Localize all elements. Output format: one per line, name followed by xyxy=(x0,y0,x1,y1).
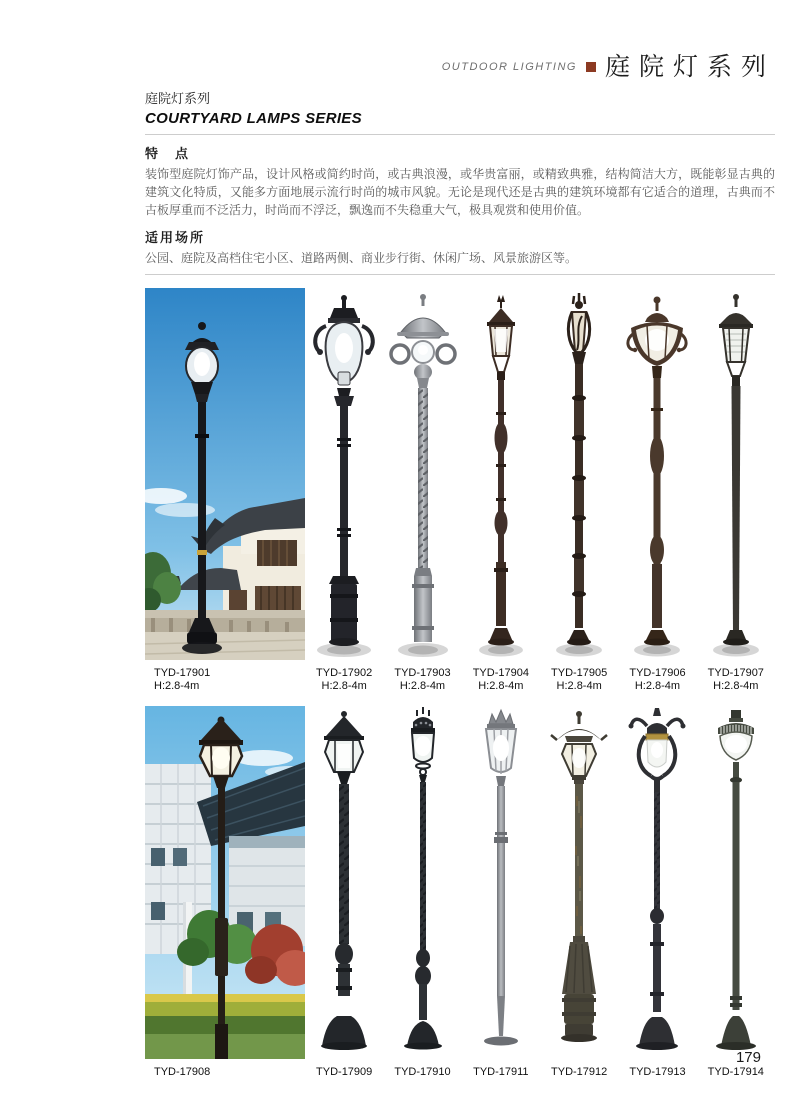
product-label xyxy=(394,1066,450,1079)
product-label xyxy=(394,667,450,693)
product-code: TYD-17903 xyxy=(394,667,451,679)
content-column xyxy=(145,88,775,1079)
product-height: H:2.8-4m xyxy=(713,680,759,692)
product-label xyxy=(629,1066,685,1079)
product-code: TYD-17914 xyxy=(707,1066,764,1078)
product-code: TYD-17913 xyxy=(629,1066,686,1078)
product-label xyxy=(708,667,764,693)
divider xyxy=(145,274,775,275)
lamp-illustration xyxy=(383,288,463,660)
series-title-en: COURTYARD LAMPS SERIES xyxy=(145,110,362,127)
lamp-illustration xyxy=(617,288,697,660)
product-label xyxy=(145,1066,305,1079)
product-item xyxy=(145,706,305,1079)
product-label xyxy=(551,1066,607,1079)
lamp-illustration xyxy=(461,706,541,1059)
usage-body: 公园、庭院及高档住宅小区、道路两侧、商业步行街、休闲广场、风景旅游区等。 xyxy=(145,251,578,265)
product-label xyxy=(473,1066,528,1079)
series-title-cn: 庭院灯系列 xyxy=(145,91,211,106)
product-row-1 xyxy=(145,288,775,693)
product-height: H:2.8-4m xyxy=(634,680,681,692)
product-item xyxy=(618,288,696,693)
lamp-photo xyxy=(145,288,305,660)
product-code: TYD-17902 xyxy=(316,667,373,679)
product-code: TYD-17905 xyxy=(551,667,608,679)
lamp-illustration xyxy=(304,288,384,660)
lamp-photo xyxy=(145,706,305,1059)
product-code: TYD-17901 xyxy=(154,667,211,679)
product-item xyxy=(462,706,540,1079)
usage-heading: 适用场所 xyxy=(145,230,206,245)
features-heading: 特 点 xyxy=(145,146,191,161)
product-item xyxy=(305,706,383,1079)
divider xyxy=(145,134,775,135)
product-item xyxy=(697,706,775,1079)
product-height: H:2.8-4m xyxy=(154,680,200,692)
product-code: TYD-17909 xyxy=(316,1066,373,1078)
product-code: TYD-17906 xyxy=(629,667,686,679)
product-label xyxy=(316,667,372,693)
lamp-illustration xyxy=(383,706,463,1059)
product-item xyxy=(540,706,618,1079)
page-number: 179 xyxy=(735,1049,761,1066)
page-title: 庭院灯系列 xyxy=(604,52,775,81)
lamp-illustration xyxy=(696,288,776,660)
lamp-illustration xyxy=(539,288,619,660)
brand-text: OUTDOOR LIGHTING xyxy=(441,60,577,73)
product-height: H:2.8-4m xyxy=(478,680,524,692)
product-label xyxy=(629,667,685,693)
product-item xyxy=(383,288,461,693)
product-item xyxy=(697,288,775,693)
lamp-illustration xyxy=(304,706,384,1059)
product-row-2 xyxy=(145,706,775,1079)
lamp-illustration xyxy=(696,706,776,1059)
product-height: H:2.8-4m xyxy=(399,680,446,692)
product-code: TYD-17908 xyxy=(154,1066,211,1078)
product-code: TYD-17911 xyxy=(473,1066,529,1078)
product-height: H:2.8-4m xyxy=(556,680,602,692)
product-item xyxy=(618,706,696,1079)
product-item xyxy=(540,288,618,693)
accent-square-icon xyxy=(586,62,596,72)
product-code: TYD-17910 xyxy=(394,1066,451,1078)
product-item xyxy=(305,288,383,693)
lamp-illustration xyxy=(539,706,619,1059)
lamp-illustration xyxy=(461,288,541,660)
page-header xyxy=(145,54,775,79)
product-label xyxy=(551,667,607,693)
features-body: 装饰型庭院灯饰产品，设计风格或简约时尚，或古典浪漫，或华贵富丽，或精致典雅，结构简洁大方，既能彰显古典的建筑文化特质，又能多方面地展示流行时尚的城市风貌。无论是现代还是古典的建筑环境都有它适合的道理，古典而不古板厚重而不泛活力，时尚而不浮泛，飘逸而不失稳重大气，极具观赏和使用价值。 xyxy=(145,167,775,217)
lamp-illustration xyxy=(617,706,697,1059)
product-label xyxy=(473,667,529,693)
product-item xyxy=(383,706,461,1079)
product-label xyxy=(316,1066,372,1079)
product-code: TYD-17907 xyxy=(707,667,764,679)
product-height: H:2.8-4m xyxy=(321,680,367,692)
product-code: TYD-17912 xyxy=(551,1066,608,1078)
product-label xyxy=(708,1066,764,1079)
product-label xyxy=(145,667,305,693)
product-code: TYD-17904 xyxy=(472,667,529,679)
product-item xyxy=(145,288,305,693)
product-item xyxy=(462,288,540,693)
